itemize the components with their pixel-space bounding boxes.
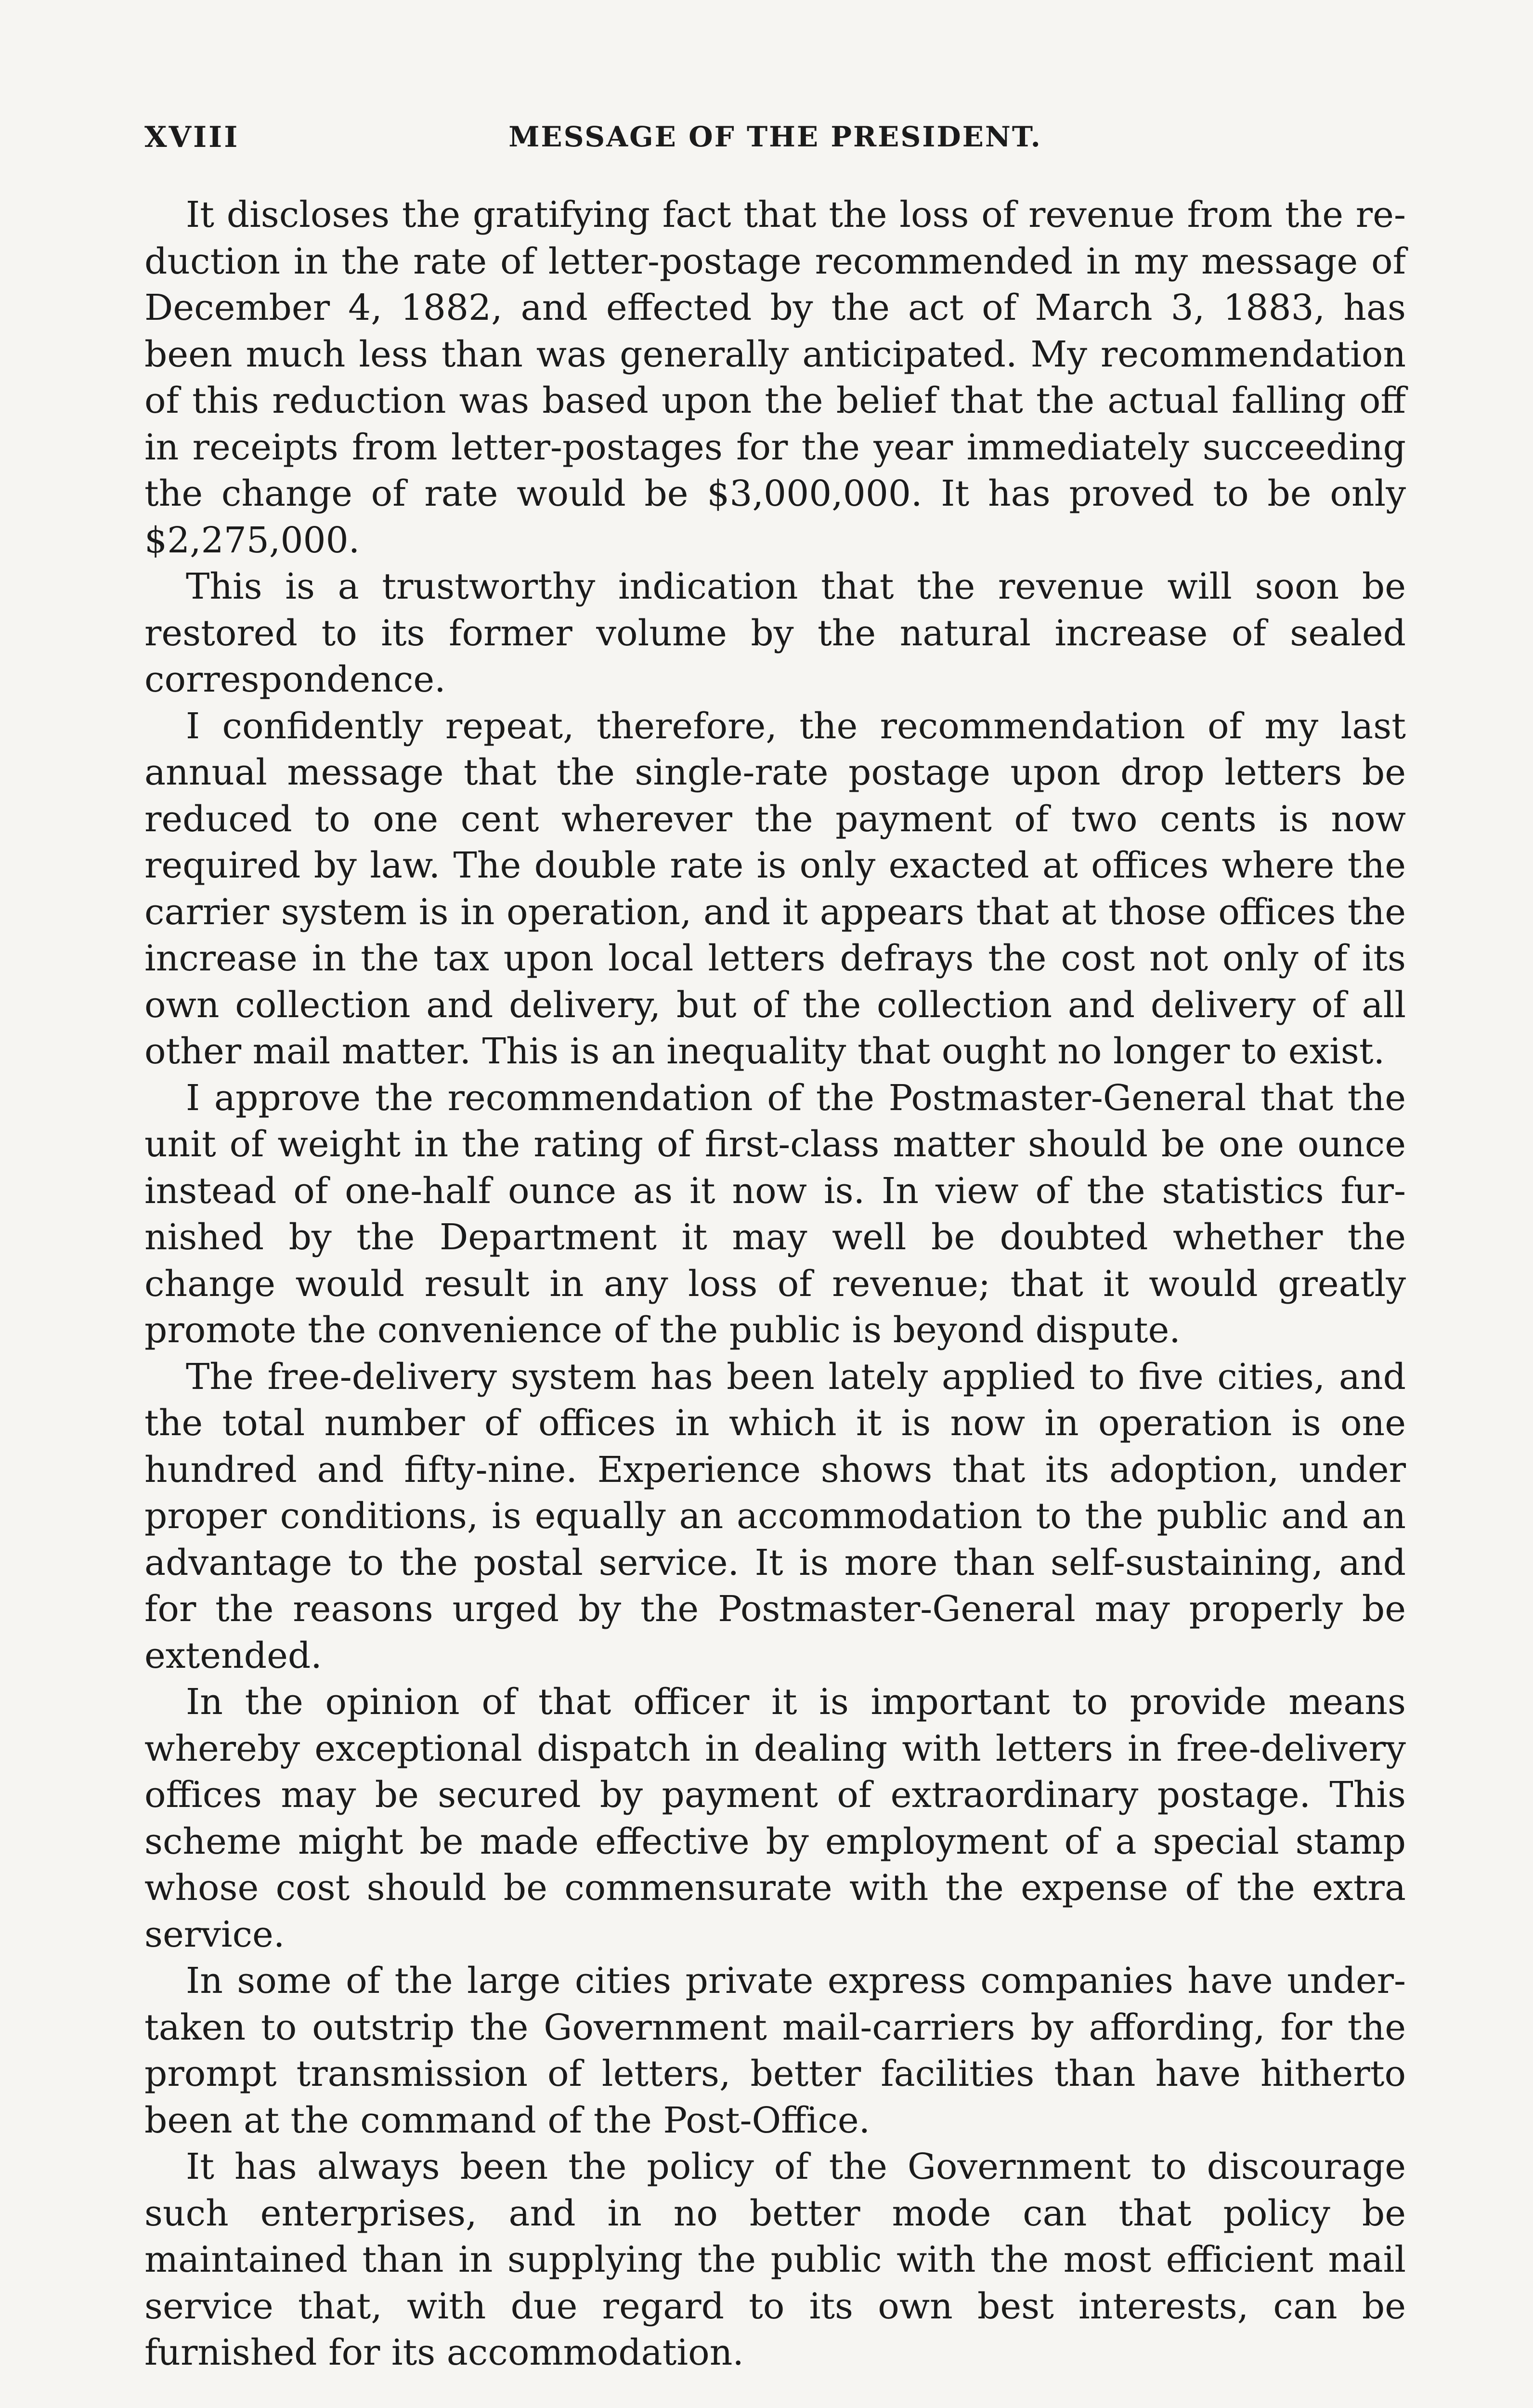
body-text: [144, 192, 1406, 2408]
paragraph-government-policy: It has always been the policy of the Government to discourage such enterprises, and in no better mode can that policy be maintained than in supplying the public with the most efficient mail service that, with due regard to its own best interests, can be furnished for its accommodation.: [144, 2146, 1406, 2373]
paragraph-trustworthy-indication: This is a trustworthy indication that the revenue will soon be restored to its former volume by the natural increase of sealed correspondence.: [144, 566, 1406, 700]
paragraph-special-stamp: In the opinion of that officer it is important to provide means whereby exceptional dispatch in dealing with letters in free-delivery offices may be secured by payment of extraordinary postage. This scheme might be made effective by employment of a special stamp whose cost should be commensurate with the expense of the extra service.: [144, 1681, 1406, 1955]
paragraph-free-delivery: The free-delivery system has been lately applied to five cities, and the total number of offices in which it is now in operation is one hundred and fifty-nine. Experience shows that its adoption, under proper conditions, is equally an accommodation to the public and an advantage to the postal service. It is more than self-sustaining, and for the reasons urged by the Postmaster-General may properly be extended.: [144, 1356, 1406, 1676]
paragraph-postage-revenue: It discloses the gratifying fact that the loss of revenue from the reduction in the rate of letter-postage recommended in my message of December 4, 1882, and effected by the act of March 3, 1883, has been much less than was generally anticipated. My recommendation of this reduction was based upon the belief that the actual falling off in receipts from letter-postages for the year immediately succeeding the change of rate would be $3,000,000. It has proved to be only $2,275,000.: [144, 194, 1406, 561]
page-number: XVIII: [144, 120, 240, 154]
paragraph-unit-of-weight: I approve the recommendation of the Postmaster-General that the unit of weight in the rating of first-class matter should be one ounce instead of one-half ounce as it now is. In view of the statistics furnished by the Department it may well be doubted whether the change would result in any loss of revenue; that it would greatly promote the convenience of the public is beyond dispute.: [144, 1077, 1406, 1351]
paragraph-drop-letters: I confidently repeat, therefore, the recommendation of my last annual message that the single-rate postage upon drop letters be reduced to one cent wherever the payment of two cents is now required by law. The double rate is only exacted at offices where the carrier system is in operation, and it appears that at those offices the increase in the tax upon local letters defrays the cost not only of its own collection and delivery, but of the collection and delivery of all other mail matter. This is an inequality that ought no longer to exist.: [144, 705, 1406, 1072]
running-title: MESSAGE OF THE PRESIDENT.: [508, 120, 1042, 153]
page-header: [144, 120, 1406, 159]
paragraph-private-express: In some of the large cities private express companies have undertaken to outstrip the Government mail-carriers by affording, for the prompt transmission of letters, better facilities than have hitherto been at the command of the Post-Office.: [144, 1960, 1406, 2141]
